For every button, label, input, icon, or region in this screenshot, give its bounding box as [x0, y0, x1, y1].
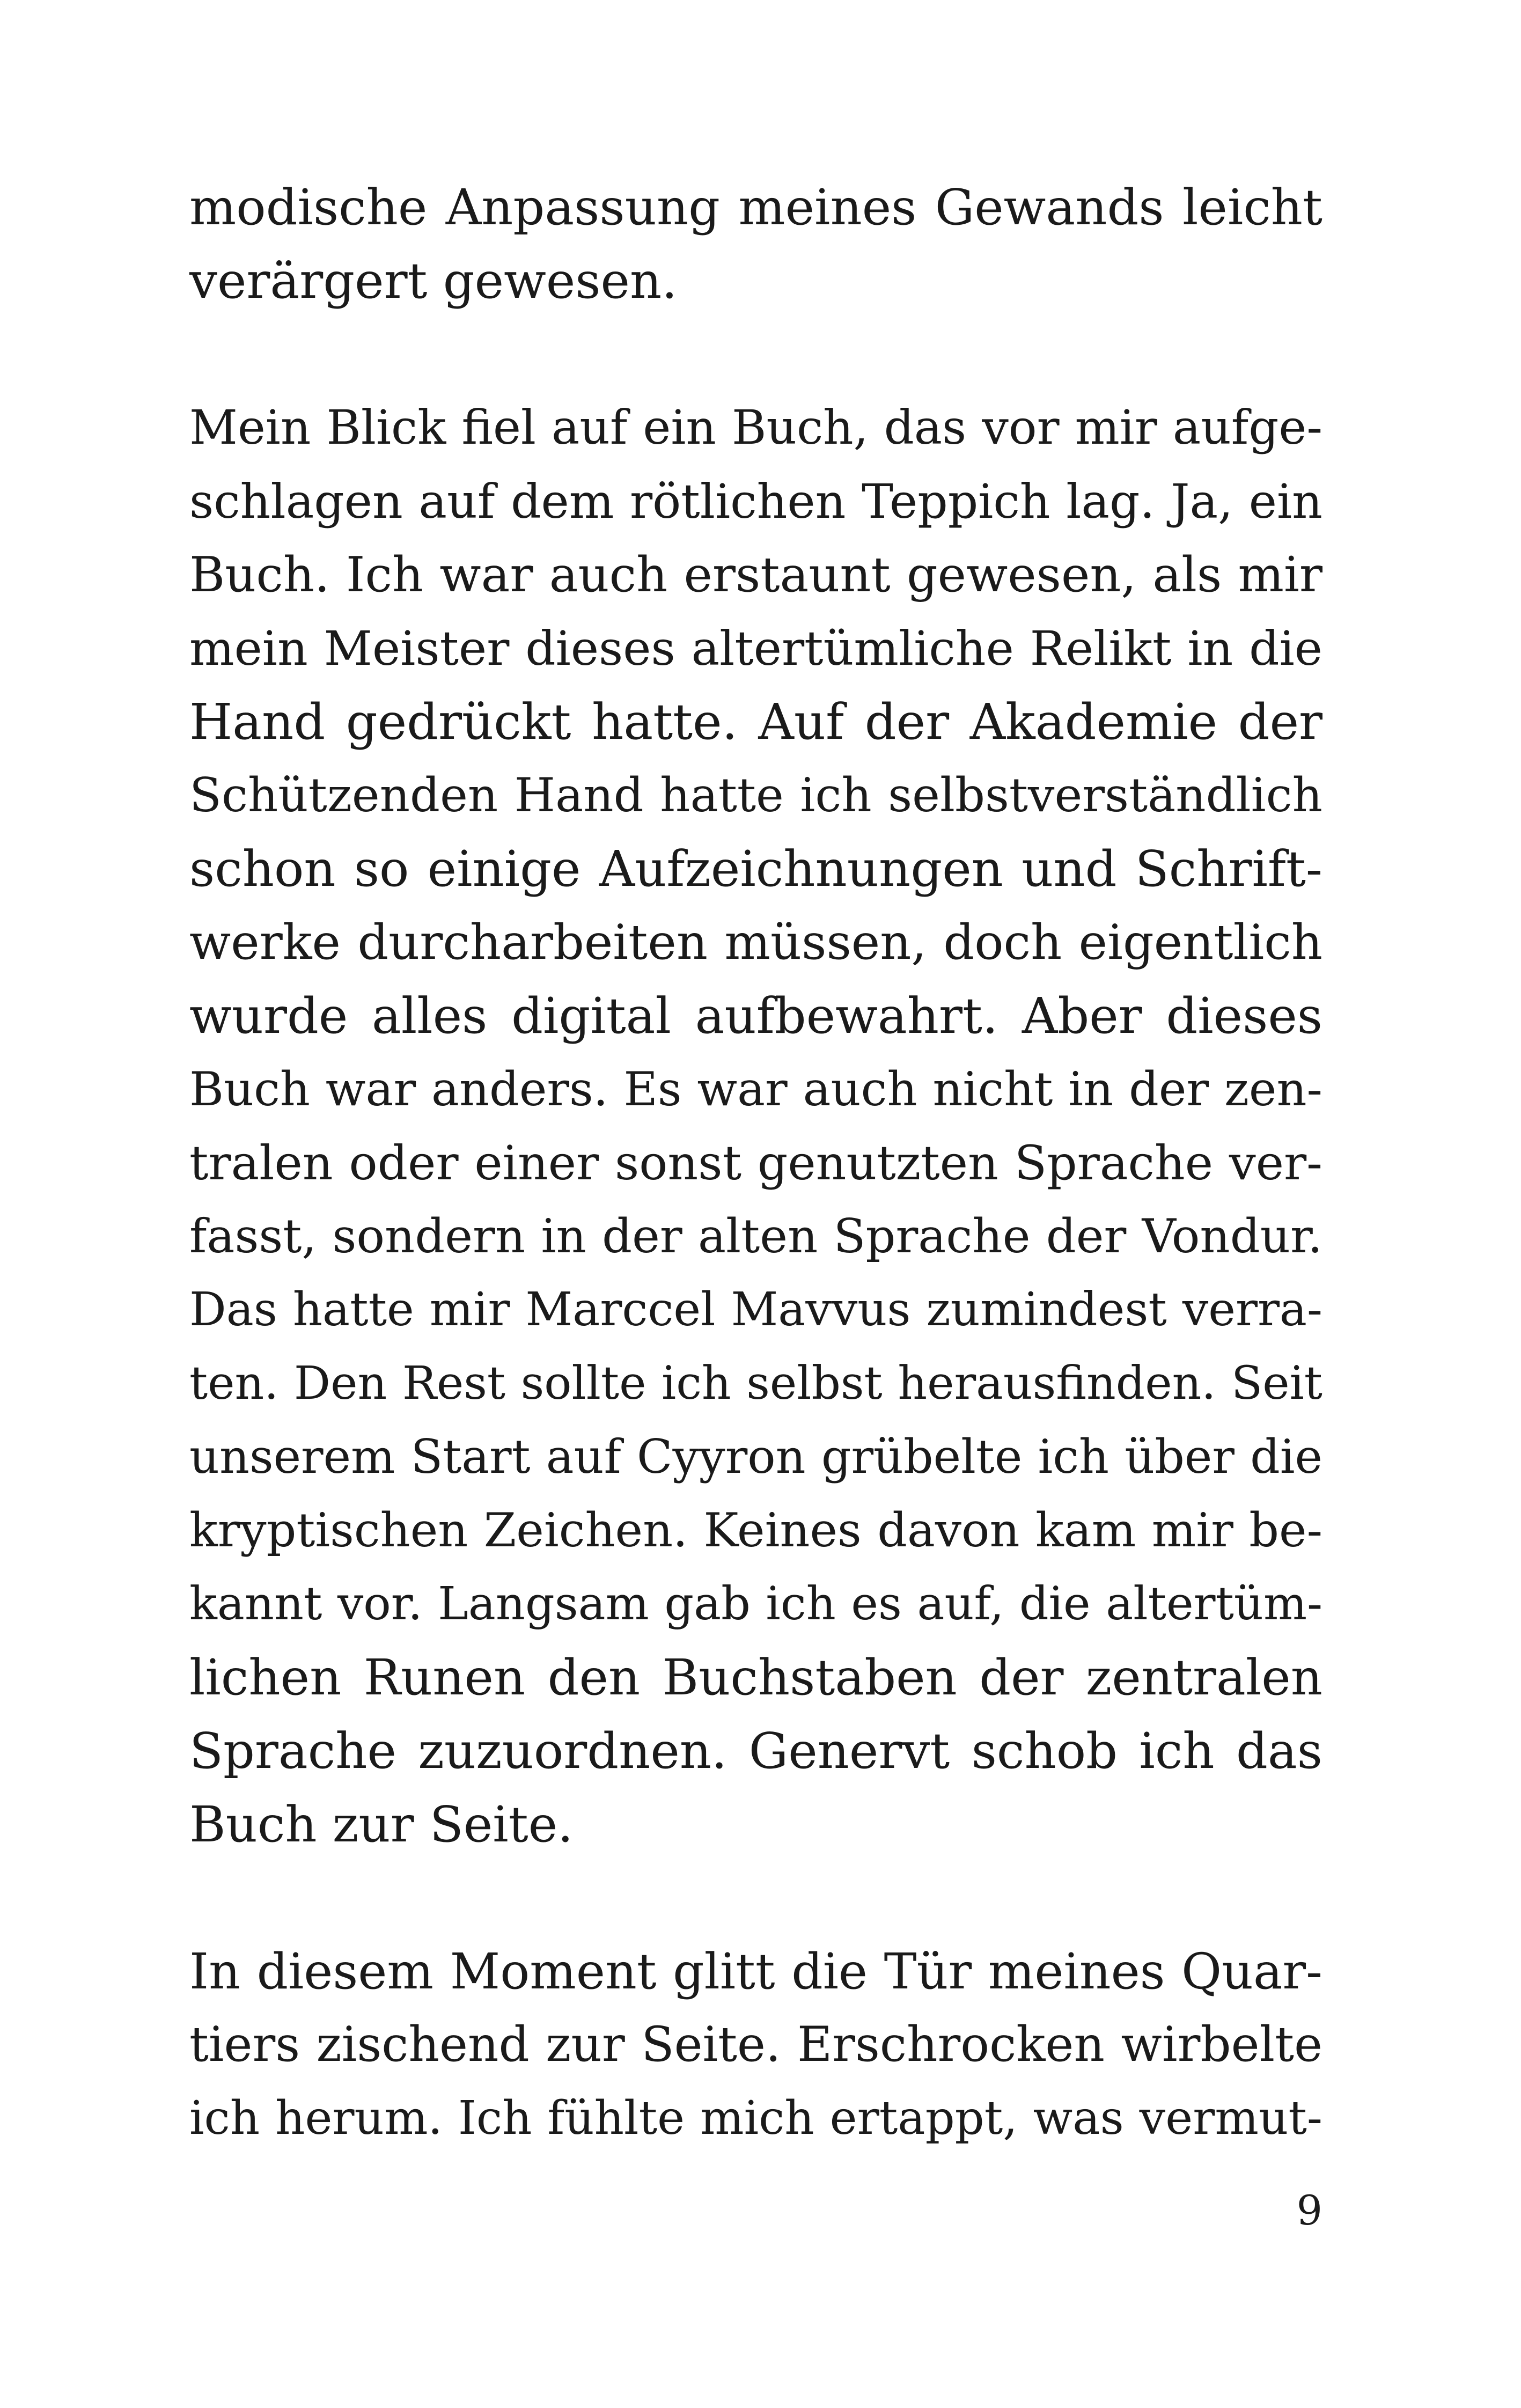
text-line: Sprache zuzuordnen. Genervt schob ich das — [189, 1722, 1322, 1780]
text-line: werke durcharbeiten müssen, doch eigentlich — [189, 914, 1322, 971]
text-line: Buch zur Seite. — [189, 1796, 574, 1853]
paragraph-3 — [189, 1935, 1322, 2155]
text-line: tiers zischend zur Seite. Erschrocken wirbelte — [189, 2017, 1322, 2073]
text-line: Das hatte mir Marccel Mavvus zumindest verra- — [189, 1283, 1322, 1337]
text-line: lichen Runen den Buchstaben der zentralen — [189, 1649, 1322, 1706]
text-line: Schützenden Hand hatte ich selbstverständlich — [189, 768, 1322, 823]
text-line: schon so einige Aufzeichnungen und Schrift- — [189, 840, 1322, 898]
text-line: In diesem Moment glitt die Tür meines Quar- — [189, 1943, 1322, 2000]
paragraph-2 — [189, 391, 1322, 1861]
text-line: Buch war anders. Es war auch nicht in der zen- — [189, 1062, 1322, 1117]
text-line: kannt vor. Langsam gab ich es auf, die altertüm- — [189, 1577, 1322, 1631]
text-line: unserem Start auf Cyyron grübelte ich über die — [189, 1429, 1322, 1484]
paragraph-gap — [189, 318, 1322, 391]
text-line: schlagen auf dem rötlichen Teppich lag. Ja, ein — [189, 474, 1322, 529]
text-line: tralen oder einer sonst genutzten Sprache ver- — [189, 1135, 1322, 1191]
paragraph-1 — [189, 171, 1322, 318]
paragraph-gap — [189, 1861, 1322, 1935]
text-line: ich herum. Ich fühlte mich ertappt, was vermut- — [189, 2091, 1322, 2145]
text-line: fasst, sondern in der alten Sprache der Vondur. — [189, 1209, 1322, 1264]
text-line: Mein Blick fiel auf ein Buch, das vor mir aufge- — [189, 400, 1322, 455]
text-line: wurde alles digital aufbewahrt. Aber dieses — [189, 987, 1322, 1045]
book-page-body — [189, 171, 1322, 2155]
text-line: Hand gedrückt hatte. Auf der Akademie der — [189, 693, 1322, 751]
text-line: modische Anpassung meines Gewands leicht — [189, 179, 1322, 236]
page-number: 9 — [1296, 2186, 1322, 2234]
text-line: kryptischen Zeichen. Keines davon kam mir be- — [189, 1503, 1322, 1558]
text-line: mein Meister dieses altertümliche Relikt in die — [189, 621, 1322, 676]
text-line: ten. Den Rest sollte ich selbst herausfinden. Seit — [189, 1357, 1322, 1410]
text-line: verärgert gewesen. — [189, 252, 678, 310]
text-line: Buch. Ich war auch erstaunt gewesen, als mir — [189, 547, 1322, 603]
